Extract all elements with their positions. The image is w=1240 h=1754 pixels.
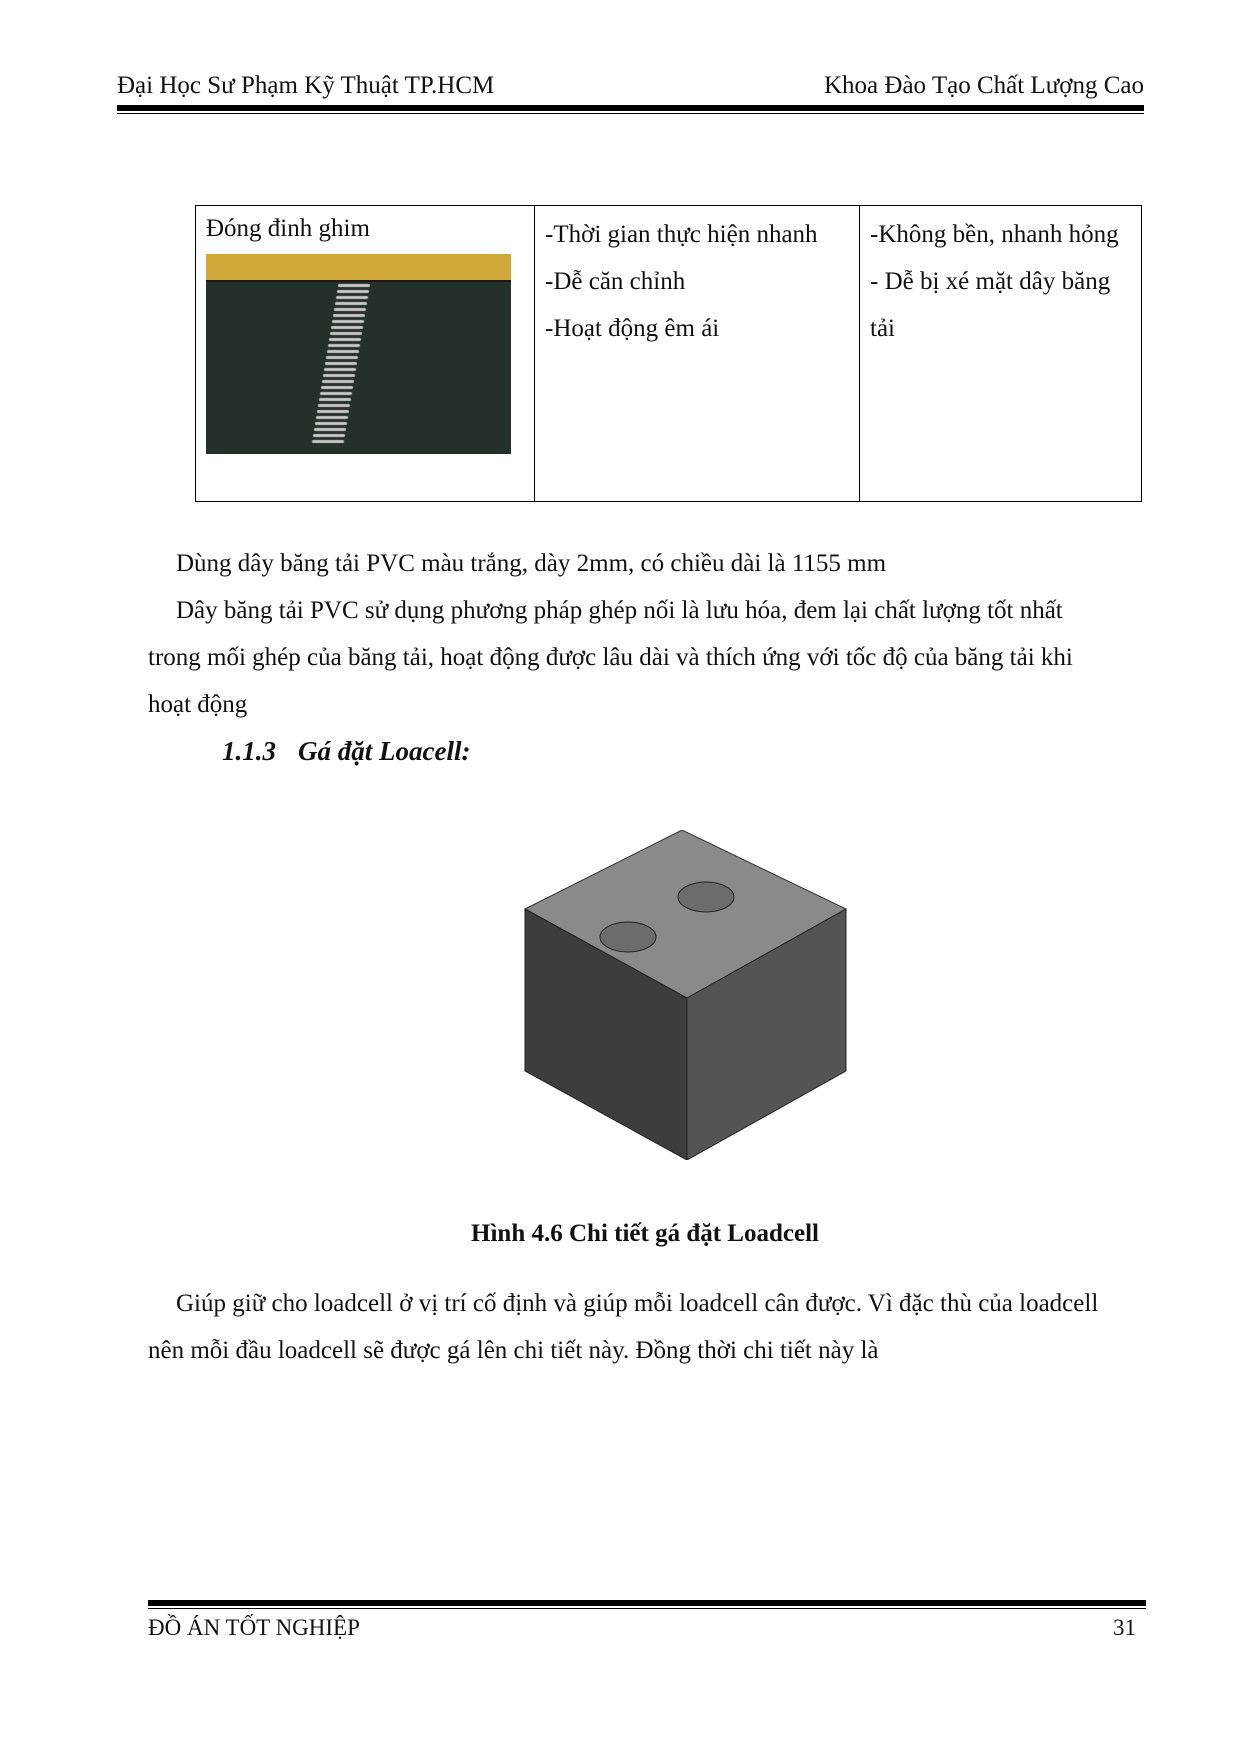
advantage-item: -Dễ căn chỉnh [545, 268, 686, 295]
page-number: 31 [1113, 1615, 1136, 1640]
disadvantage-item: -Không bền, nhanh hỏng [870, 221, 1119, 248]
paragraph-loadcell: Giúp giữ cho loadcell ở vị trí cố định và giúp mỗi loadcell cân được. Vì đặc thù của loadcell nên mỗi đầu loadcell sẽ được gá lên chi tiết này. Đồng thời chi tiết này là [148, 1290, 1099, 1364]
section-title: Gá đặt Loacell: [298, 736, 471, 766]
header-rule [117, 105, 1144, 111]
header-school: Đại Học Sư Phạm Kỹ Thuật TP.HCM [117, 72, 495, 99]
figure-caption: Hình 4.6 Chi tiết gá đặt Loadcell [471, 1220, 819, 1247]
staple-joint-image [206, 254, 511, 454]
footer-title: ĐỒ ÁN TỐT NGHIỆP [148, 1615, 360, 1640]
mount-hole [678, 882, 734, 912]
advantages-cell [535, 206, 860, 502]
section-heading [222, 736, 470, 767]
paragraph-belt-joint: Dây băng tải PVC sử dụng phương pháp ghép nối là lưu hóa, đem lại chất lượng tốt nhất trong mối ghép của băng tải, hoạt động được lâu dài và thích ứng với tốc độ của băng tải khi hoạt động [148, 597, 1073, 718]
disadvantages-cell [860, 206, 1142, 502]
footer-rule-thin [148, 1608, 1146, 1609]
mount-hole [600, 922, 656, 952]
disadvantage-item: - Dễ bị xé mặt dây băng tải [870, 268, 1111, 342]
method-name: Đóng đinh ghim [206, 215, 370, 242]
advantage-item: -Hoạt động êm ái [545, 315, 720, 342]
section-number: 1.1.3 [222, 736, 276, 766]
loadcell-mount-figure [520, 830, 850, 1160]
advantage-item: -Thời gian thực hiện nhanh [545, 221, 818, 248]
comparison-table [195, 205, 1142, 502]
header-rule-thin [117, 113, 1144, 114]
paragraph-belt-spec: Dùng dây băng tải PVC màu trắng, dày 2mm, có chiều dài là 1155 mm [176, 550, 887, 577]
method-cell [196, 206, 535, 502]
header-faculty: Khoa Đào Tạo Chất Lượng Cao [824, 72, 1144, 99]
footer-rule [148, 1600, 1146, 1606]
table-row [196, 206, 1142, 502]
